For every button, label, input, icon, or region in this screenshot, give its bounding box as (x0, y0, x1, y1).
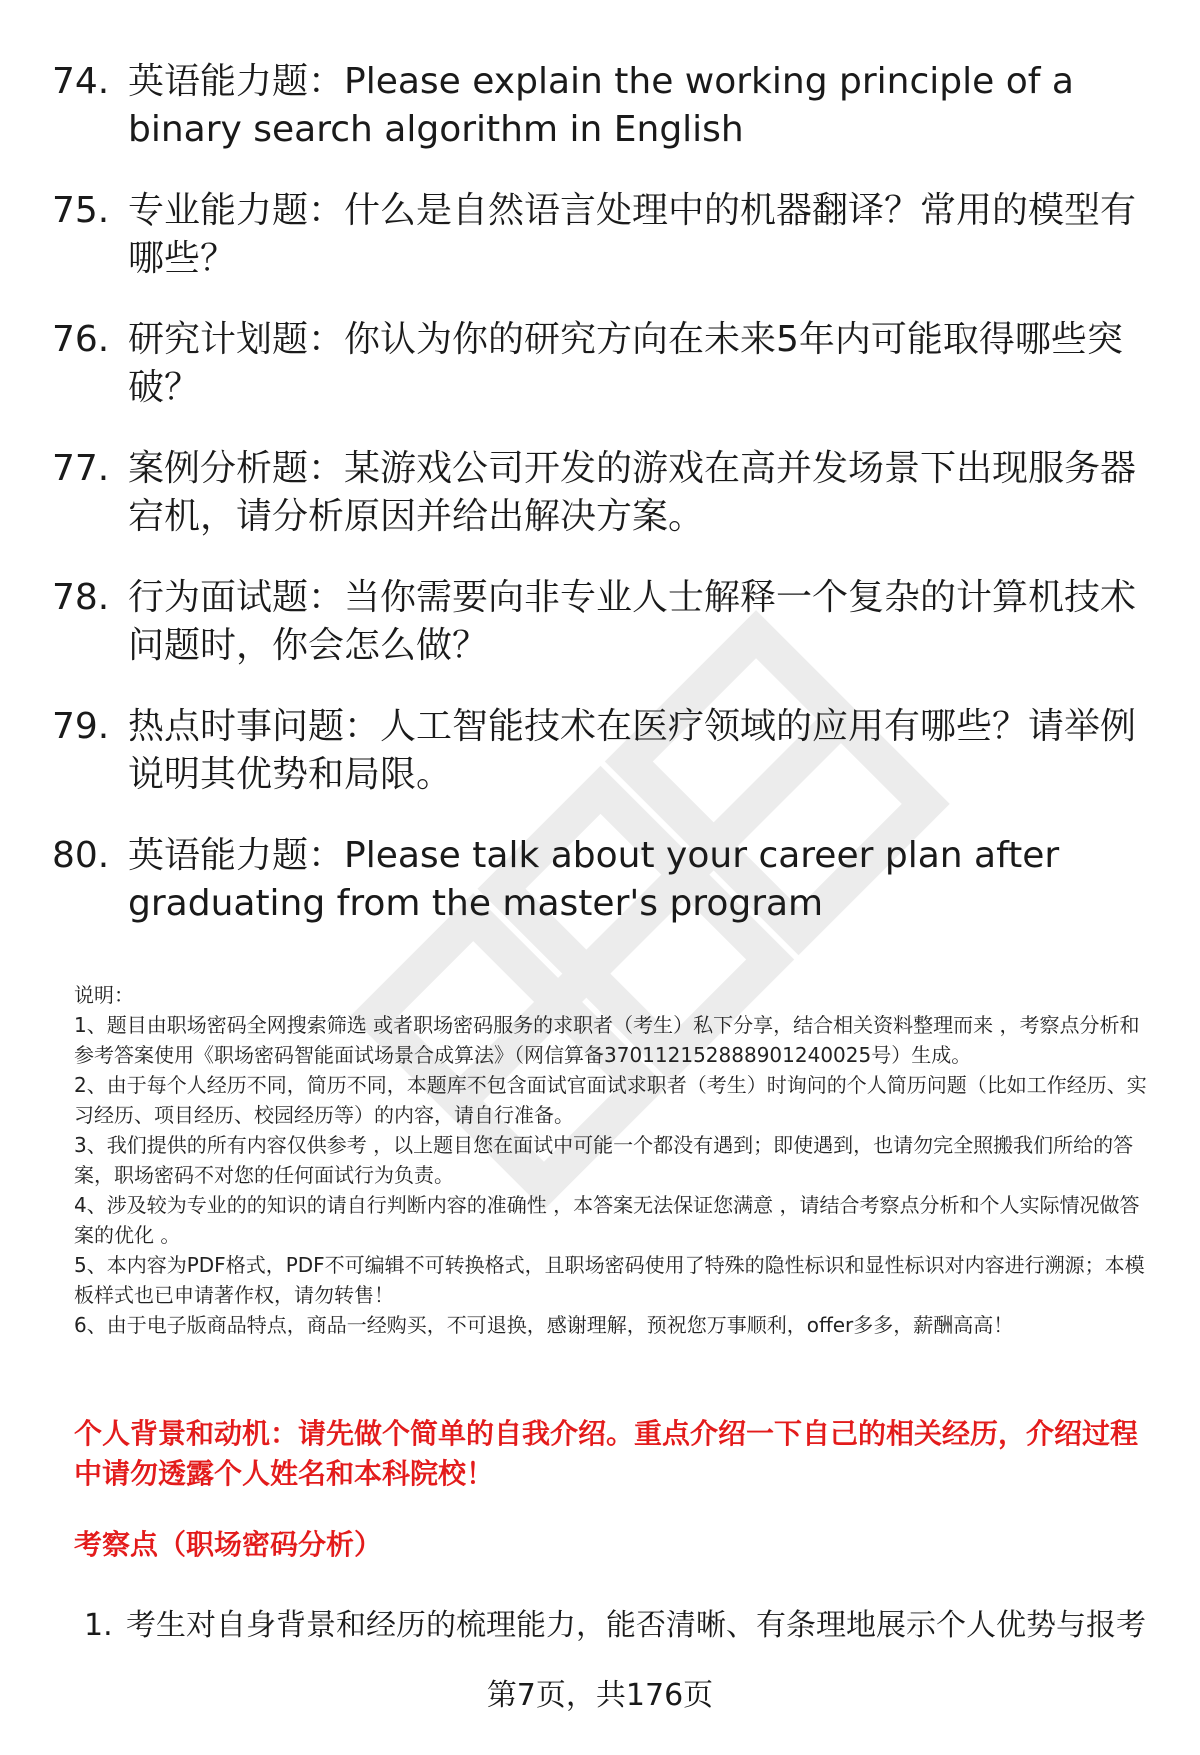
question-item (52, 574, 1152, 670)
page-footer: 第7页，共176页 (486, 1678, 714, 1713)
question-number: 77. (52, 448, 110, 489)
question-number: 75. (52, 190, 110, 231)
question-list (52, 58, 1152, 961)
question-text: 英语能力题：Please talk about your career plan after graduating from the master's program (128, 835, 1060, 924)
analysis-point-number: 1. (84, 1608, 113, 1643)
question-item (52, 316, 1152, 412)
question-number: 80. (52, 835, 110, 876)
question-item (52, 703, 1152, 799)
question-number: 78. (52, 577, 110, 618)
note-item: 6、由于电子版商品特点，商品一经购买，不可退换，感谢理解，预祝您万事顺利，offer多多，薪酬高高！ (74, 1313, 1014, 1337)
question-number: 76. (52, 319, 110, 360)
notes-title: 说明： (74, 983, 134, 1007)
note-item: 1、题目由职场密码全网搜索筛选 或者职场密码服务的求职者（考生）私下分享，结合相关资料整理而来 ，考察点分析和参考答案使用《职场密码智能面试场景合成算法》（网信算备370112152888901240025号）生成。 (74, 1013, 1140, 1067)
question-text: 研究计划题：你认为你的研究方向在未来5年内可能取得哪些突破？ (128, 319, 1123, 408)
analysis-point-text: 考生对自身背景和经历的梳理能力，能否清晰、有条理地展示个人优势与报考 (126, 1608, 1146, 1643)
question-number: 79. (52, 706, 110, 747)
question-item (52, 832, 1152, 928)
note-item: 4、涉及较为专业的的知识的请自行判断内容的准确性 ，本答案无法保证您满意 ，请结合考察点分析和个人实际情况做答案的优化 。 (74, 1193, 1140, 1247)
question-text: 案例分析题：某游戏公司开发的游戏在高并发场景下出现服务器宕机，请分析原因并给出解决方案。 (128, 448, 1137, 537)
question-text: 行为面试题：当你需要向非专业人士解释一个复杂的计算机技术问题时，你会怎么做？ (128, 577, 1137, 666)
question-item (52, 187, 1152, 283)
note-item: 2、由于每个人经历不同，简历不同，本题库不包含面试官面试求职者（考生）时询问的个人简历问题（比如工作经历、实习经历、项目经历、校园经历等）的内容，请自行准备。 (74, 1073, 1147, 1127)
note-item: 3、我们提供的所有内容仅供参考 ，以上题目您在面试中可能一个都没有遇到；即使遇到，也请勿完全照搬我们所给的答案，职场密码不对您的任何面试行为负责。 (74, 1133, 1134, 1187)
section-subheading: 考察点（职场密码分析） (74, 1528, 383, 1561)
question-item (52, 58, 1152, 154)
question-text: 热点时事问题：人工智能技术在医疗领域的应用有哪些？请举例说明其优势和局限。 (128, 706, 1137, 795)
question-item (52, 445, 1152, 541)
question-text: 专业能力题：什么是自然语言处理中的机器翻译？常用的模型有哪些？ (128, 190, 1137, 279)
notes-section (74, 980, 1154, 1340)
note-item: 5、本内容为PDF格式，PDF不可编辑不可转换格式，且职场密码使用了特殊的隐性标识和显性标识对内容进行溯源；本模板样式也已申请著作权，请勿转售！ (74, 1253, 1145, 1307)
question-text: 英语能力题：Please explain the working principle of a binary search algorithm in English (128, 61, 1074, 150)
question-number: 74. (52, 61, 110, 102)
section-heading: 个人背景和动机：请先做个简单的自我介绍。重点介绍一下自己的相关经历，介绍过程中请勿透露个人姓名和本科院校！ (74, 1417, 1139, 1490)
analysis-point (84, 1605, 1164, 1647)
